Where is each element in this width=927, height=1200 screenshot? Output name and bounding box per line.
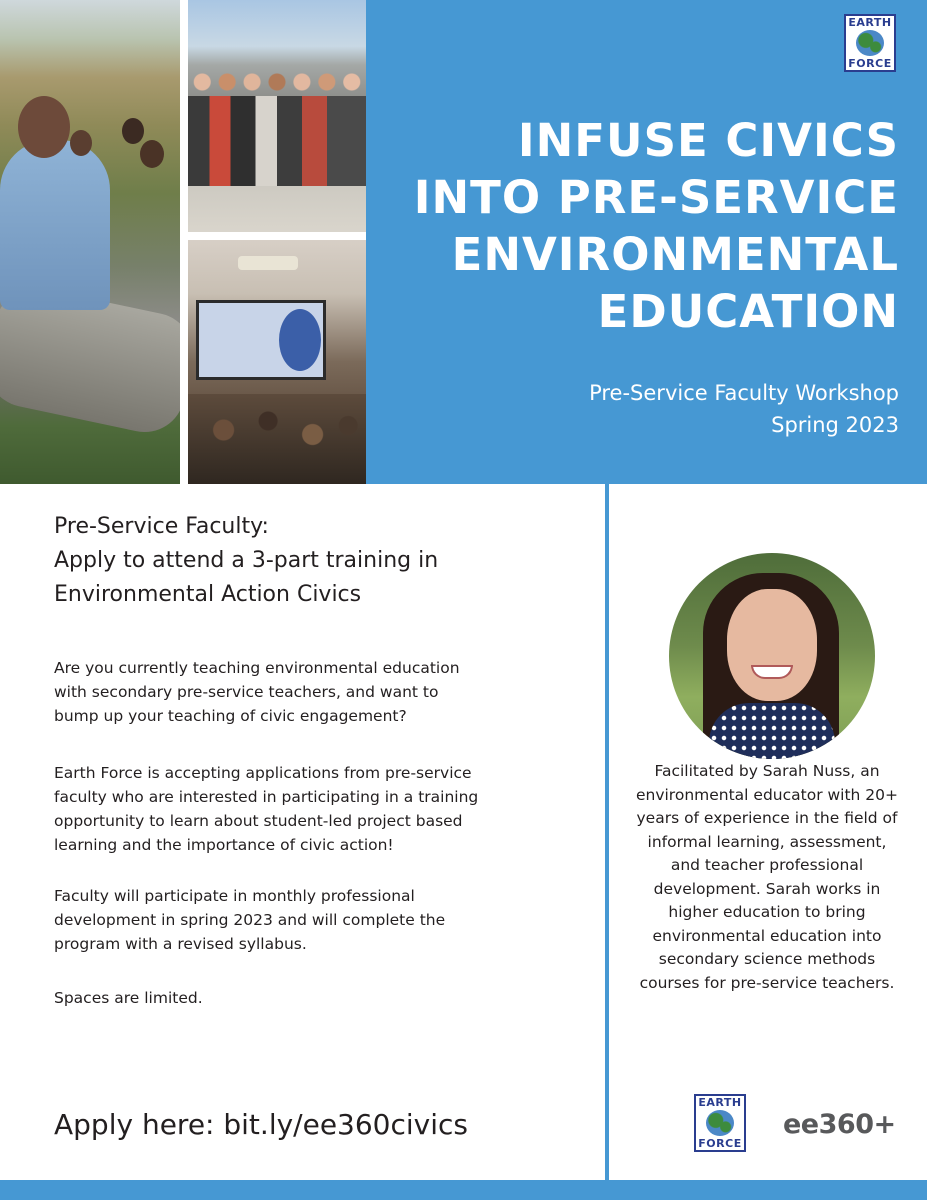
title-line: INTO PRE-SERVICE (413, 171, 899, 224)
subtitle-line: Spring 2023 (771, 413, 899, 437)
paragraph-question (54, 656, 460, 728)
bio-line: secondary science methods (658, 950, 876, 968)
paragraph-line: Spaces are limited. (54, 989, 203, 1007)
ee360-logo: ee360+ (783, 1109, 896, 1140)
paragraph-line: learning and the importance of civic action! (54, 836, 394, 854)
paragraph-line: with secondary pre-service teachers, and want to (54, 683, 439, 701)
photo-student-head (122, 118, 144, 144)
title-line: EDUCATION (597, 285, 899, 338)
bio-line: years of experience in the field of (636, 809, 898, 827)
paragraph-line: faculty who are interested in participating in a training (54, 788, 479, 806)
photo-gap (188, 232, 366, 240)
photo-instructor (0, 140, 110, 310)
subtitle-line: Pre-Service Faculty Workshop (589, 381, 899, 405)
earth-force-logo-footer: EARTH FORCE (694, 1094, 746, 1152)
footer-bar (0, 1180, 927, 1200)
page-title (414, 112, 899, 340)
paragraph-line: bump up your teaching of civic engagement? (54, 707, 407, 725)
paragraph-spaces (54, 986, 203, 1010)
bio-line: Facilitated by Sarah Nuss, an (654, 762, 880, 780)
bio-line: environmental education into (652, 926, 882, 945)
paragraph-line: Faculty will participate in monthly professional (54, 887, 415, 905)
photo-clothing (709, 703, 835, 759)
column-divider (605, 484, 609, 1180)
title-line: ENVIRONMENTAL (451, 228, 899, 281)
title-line: INFUSE CIVICS (517, 114, 899, 167)
photo-instructor-head (18, 96, 70, 158)
paragraph-line: development in spring 2023 and will complete the (54, 911, 446, 929)
bio-line: development. Sarah works in (653, 879, 881, 898)
photo-projector (238, 256, 298, 270)
paragraph-participation (54, 884, 445, 956)
paragraph-applications (54, 761, 478, 857)
photo-presentation-screen (196, 300, 326, 380)
earth-force-logo: EARTH FORCE (844, 14, 896, 72)
bio-line: informal learning, assessment, (647, 832, 887, 851)
header-band (0, 0, 927, 484)
globe-icon (706, 1110, 734, 1136)
bio-line: higher education to bring (668, 903, 866, 921)
bio-line: environmental educator with 20+ (635, 785, 899, 804)
facilitator-photo (669, 553, 875, 759)
bio-line: courses for pre-service teachers. (639, 973, 895, 992)
intro-heading: Pre-Service Faculty: (54, 514, 269, 539)
apply-link[interactable]: Apply here: bit.ly/ee360civics (54, 1108, 468, 1141)
paragraph-line: opportunity to learn about student-led project based (54, 812, 463, 830)
subheading-line: Apply to attend a 3-part training in (54, 548, 439, 573)
photo-group (188, 0, 366, 232)
photo-face (727, 589, 817, 701)
subheading-line: Environmental Action Civics (54, 582, 362, 607)
photo-student-head (140, 140, 164, 168)
paragraph-line: Earth Force is accepting applications from pre-service (54, 764, 472, 782)
photo-group-bodies (188, 96, 366, 186)
facilitator-bio (614, 760, 920, 995)
photo-classroom (188, 240, 366, 484)
intro-heading-block (54, 510, 589, 612)
photo-student-head (70, 130, 92, 156)
photo-gap (180, 0, 188, 484)
paragraph-line: Are you currently teaching environmental education (54, 659, 460, 677)
globe-icon (856, 30, 884, 56)
bio-line: and teacher professional (670, 856, 864, 874)
photo-outdoor-lesson (0, 0, 180, 484)
paragraph-line: program with a revised syllabus. (54, 935, 307, 953)
page-subtitle (589, 377, 899, 441)
photo-audience (188, 394, 366, 484)
intro-subheading (54, 544, 589, 612)
